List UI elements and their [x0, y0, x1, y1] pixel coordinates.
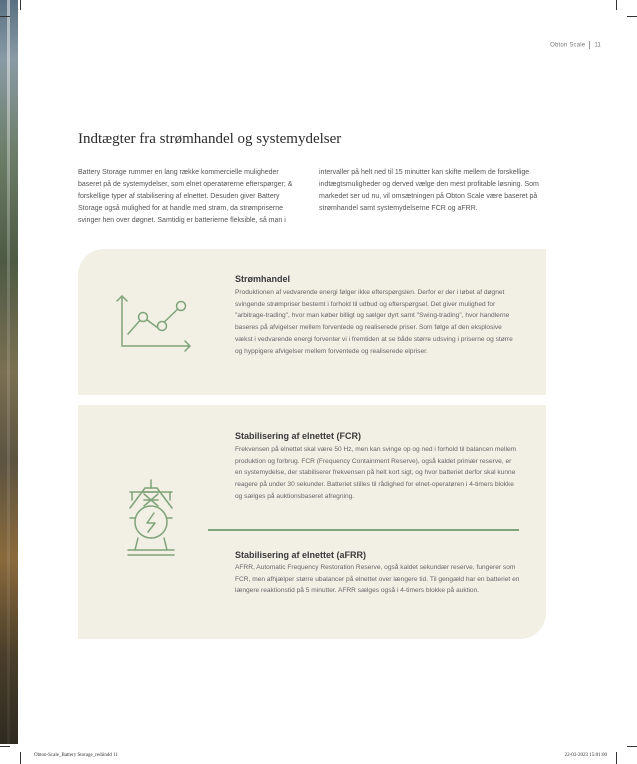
- crop-mark: [627, 16, 637, 17]
- power-pylon-icon: [120, 478, 182, 558]
- page-number: 11: [594, 42, 601, 49]
- intro-column-left: Battery Storage rummer en lang række kommercielle muligheder baseret på de systemydelser, som elnet operatørerne efterspørger; & forskellige typer af stabilisering af elnettet. Desuden giver Battery Storage også mulighed for at handle med strøm, da strømpriserne svinger hen over døgnet. Samtidig er batterierne fleksible, så man i: [78, 169, 293, 224]
- line-chart-icon: [112, 292, 194, 352]
- crop-mark: [627, 746, 637, 747]
- section-title-stromhandel: Strømhandel: [235, 274, 291, 284]
- running-head: [550, 41, 601, 49]
- section-text-afrr: AFRR, Automatic Frequency Restoration Reserve, også kaldet sekundær reserve, fungerer som FCR, men afhjælper større ubalancer på elnettet over længere tid. Til gengæld har en batteriet en længere reaktionstid på 5 minutter. AFRR sælges også i 4-timers blokke på auktion.: [235, 564, 520, 595]
- side-photo-strip: [0, 0, 18, 744]
- section-title-afrr: Stabilisering af elnettet (aFRR): [235, 550, 367, 560]
- section-text-fcr: Frekvensen på elnettet skal være 50 Hz, men kan svinge op og ned i forhold til balancen mellem produktion og forbrug. FCR (Frequency Containment Reserve), også kaldet primær reserve, er en systemydelse, der stabiliserer frekvensen på helt kort sigt, og hvor batteriet derfor skal kunne reagere på under 30 sekunder. Batteriet stilles til rådighed for elnet-operatøren i 4-timers blokke og sælges på auktionsbaseret afregning.: [235, 446, 517, 500]
- print-slug-right: 22-03-2023 15:01:00: [564, 753, 607, 758]
- crop-mark: [616, 752, 617, 764]
- crop-mark: [0, 16, 10, 17]
- section-divider: [208, 529, 519, 531]
- crop-mark: [0, 746, 10, 747]
- intro-column-right: intervaller på helt ned til 15 minutter kan skifte mellem de forskellige indtægtsmuligheder og derved vælge den mest profitable løsning. Som markedet ser ud nu, vil omsætningen på Obton Scale være baseret på strømhandel samt systemydelserne FCR og aFRR.: [319, 169, 539, 212]
- running-head-separator: [589, 41, 590, 49]
- print-slug-left: Obton-Scale_Battery Storage_rediindd 11: [34, 753, 118, 758]
- crop-mark: [20, 752, 21, 764]
- page-title: Indtægter fra strømhandel og systemydelser: [78, 131, 342, 147]
- running-head-section: Obton Scale: [550, 42, 586, 49]
- crop-mark: [616, 0, 617, 10]
- section-title-fcr: Stabilisering af elnettet (FCR): [235, 431, 362, 441]
- section-text-stromhandel: Produktionen af vedvarende energi følger ikke efterspørgslen. Derfor er der i løbet af døgnet svingende strømpriser bestemt i forhold til udbud og efterspørgsel. Det giver mulighed for "arbitrage-trading", hvor man køber billigt og sælger dyrt samt "Swing-trading", hvor handlerne baseres på afvigelser mellem forventede og realiserede priser. Som følge af den eksplosive vækst i vedvarende energi forventer vi i fremtiden at se både større udsving i priserne og større og hyppigere afvigelser mellem forventede og realiserede elpriser.: [235, 289, 513, 355]
- crop-mark: [20, 0, 21, 10]
